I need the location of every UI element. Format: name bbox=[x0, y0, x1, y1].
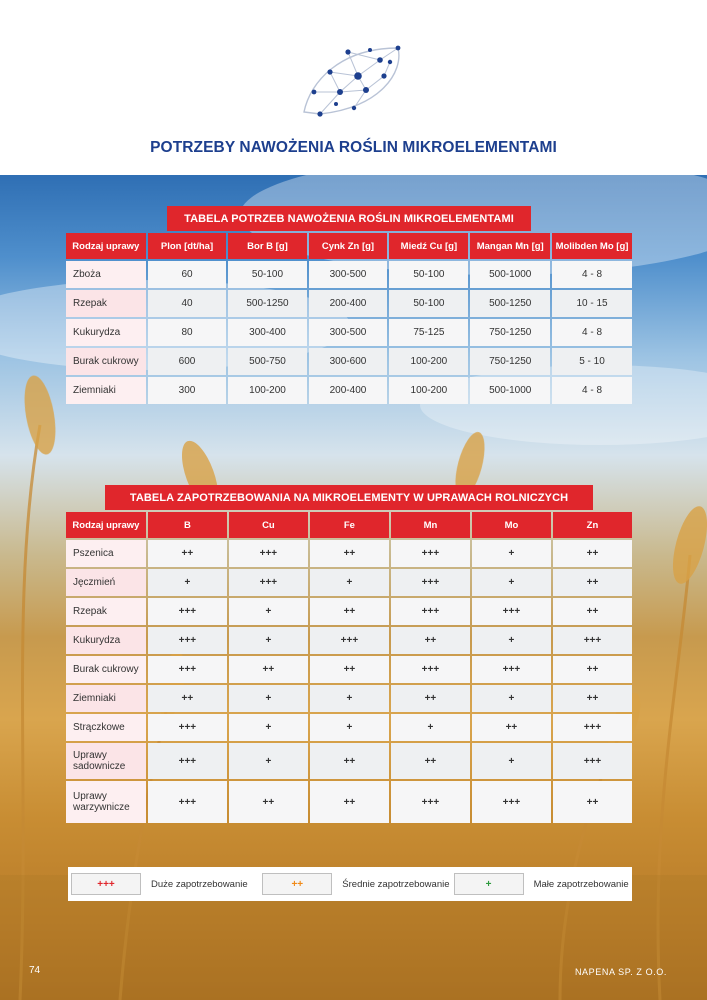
crop-name-word: warzywnicze bbox=[73, 802, 130, 813]
value-cell: 300-400 bbox=[228, 319, 306, 346]
value-cell: 300-600 bbox=[309, 348, 388, 375]
value-cell: ++ bbox=[553, 781, 632, 823]
value-cell: +++ bbox=[391, 598, 470, 625]
column-header: Mangan Mn [g] bbox=[470, 233, 550, 259]
table-row bbox=[66, 377, 632, 404]
value-cell: + bbox=[472, 540, 551, 567]
value-cell: 75-125 bbox=[389, 319, 468, 346]
table-row bbox=[66, 685, 632, 712]
column-header: B bbox=[148, 512, 227, 538]
value-cell: + bbox=[229, 685, 308, 712]
value-cell: 500-1000 bbox=[470, 377, 550, 404]
column-header: Fe bbox=[310, 512, 389, 538]
crop-name-cell bbox=[66, 781, 146, 823]
value-cell: 300-500 bbox=[309, 261, 388, 288]
value-cell: + bbox=[229, 714, 308, 741]
value-cell: +++ bbox=[391, 781, 470, 823]
value-cell: +++ bbox=[310, 627, 389, 654]
column-header: Cu bbox=[229, 512, 308, 538]
legend-item bbox=[71, 873, 259, 895]
table1-title: TABELA POTRZEB NAWOŻENIA ROŚLIN MIKROELEMENTAMI bbox=[167, 206, 531, 231]
value-cell: + bbox=[472, 743, 551, 779]
column-header: Mo bbox=[472, 512, 551, 538]
crop-name-cell: Ziemniaki bbox=[66, 377, 146, 404]
company-name: NAPENA SP. Z O.O. bbox=[574, 967, 667, 977]
legend-item bbox=[262, 873, 450, 895]
value-cell: ++ bbox=[391, 685, 470, 712]
value-cell: +++ bbox=[553, 714, 632, 741]
value-cell: ++ bbox=[553, 656, 632, 683]
value-cell: + bbox=[310, 714, 389, 741]
page-number: 74 bbox=[29, 965, 41, 976]
value-cell: ++ bbox=[310, 598, 389, 625]
table-row bbox=[66, 319, 632, 346]
crop-name-cell: Rzepak bbox=[66, 290, 146, 317]
crop-name-cell: Burak cukrowy bbox=[66, 656, 146, 683]
crop-name-cell: Ziemniaki bbox=[66, 685, 146, 712]
legend-symbol: + bbox=[454, 873, 524, 895]
legend-label: Duże zapotrzebowanie bbox=[151, 878, 248, 890]
value-cell: 500-1250 bbox=[470, 290, 550, 317]
table-row bbox=[66, 656, 632, 683]
crop-name-cell: Kukurydza bbox=[66, 627, 146, 654]
column-header: Molibden Mo [g] bbox=[552, 233, 632, 259]
table-row bbox=[66, 540, 632, 567]
value-cell: ++ bbox=[472, 714, 551, 741]
crop-name-cell bbox=[66, 743, 146, 779]
value-cell: 100-200 bbox=[228, 377, 306, 404]
value-cell: +++ bbox=[391, 540, 470, 567]
table-row bbox=[66, 290, 632, 317]
table-row bbox=[66, 781, 632, 823]
header-area bbox=[0, 0, 707, 175]
value-cell: +++ bbox=[472, 781, 551, 823]
value-cell: 5 - 10 bbox=[552, 348, 632, 375]
value-cell: 4 - 8 bbox=[552, 377, 632, 404]
value-cell: +++ bbox=[148, 743, 227, 779]
value-cell: 500-1000 bbox=[470, 261, 550, 288]
value-cell: 200-400 bbox=[309, 290, 388, 317]
value-cell: 600 bbox=[148, 348, 227, 375]
crop-name-cell: Rzepak bbox=[66, 598, 146, 625]
value-cell: ++ bbox=[148, 540, 227, 567]
fertilization-needs-table bbox=[64, 231, 634, 406]
table-row bbox=[66, 714, 632, 741]
value-cell: + bbox=[310, 569, 389, 596]
table-row bbox=[66, 598, 632, 625]
crop-name-cell: Kukurydza bbox=[66, 319, 146, 346]
value-cell: + bbox=[148, 569, 227, 596]
value-cell: +++ bbox=[472, 598, 551, 625]
value-cell: 500-750 bbox=[228, 348, 306, 375]
value-cell: +++ bbox=[553, 743, 632, 779]
value-cell: ++ bbox=[553, 540, 632, 567]
value-cell: 50-100 bbox=[389, 261, 468, 288]
value-cell: 500-1250 bbox=[228, 290, 306, 317]
crop-name-cell: Burak cukrowy bbox=[66, 348, 146, 375]
column-header: Mn bbox=[391, 512, 470, 538]
value-cell: ++ bbox=[553, 598, 632, 625]
header-row bbox=[66, 512, 632, 538]
value-cell: +++ bbox=[148, 598, 227, 625]
value-cell: +++ bbox=[148, 656, 227, 683]
value-cell: ++ bbox=[553, 685, 632, 712]
value-cell: ++ bbox=[310, 540, 389, 567]
table-row bbox=[66, 627, 632, 654]
value-cell: 100-200 bbox=[389, 348, 468, 375]
crop-name-word: sadownicze bbox=[73, 761, 126, 772]
value-cell: 10 - 15 bbox=[552, 290, 632, 317]
value-cell: +++ bbox=[229, 569, 308, 596]
value-cell: + bbox=[229, 627, 308, 654]
column-header: Rodzaj uprawy bbox=[66, 233, 146, 259]
column-header: Zn bbox=[553, 512, 632, 538]
value-cell: 4 - 8 bbox=[552, 261, 632, 288]
value-cell: + bbox=[472, 569, 551, 596]
crop-name-cell: Strączkowe bbox=[66, 714, 146, 741]
value-cell: ++ bbox=[310, 743, 389, 779]
value-cell: 50-100 bbox=[389, 290, 468, 317]
value-cell: +++ bbox=[148, 627, 227, 654]
value-cell: +++ bbox=[148, 714, 227, 741]
column-header: Cynk Zn [g] bbox=[309, 233, 388, 259]
value-cell: + bbox=[310, 685, 389, 712]
column-header: Rodzaj uprawy bbox=[66, 512, 146, 538]
value-cell: ++ bbox=[229, 781, 308, 823]
value-cell: 40 bbox=[148, 290, 227, 317]
value-cell: + bbox=[229, 743, 308, 779]
table-row bbox=[66, 261, 632, 288]
table-row bbox=[66, 569, 632, 596]
crop-name-word: Uprawy bbox=[73, 791, 107, 802]
value-cell: +++ bbox=[148, 781, 227, 823]
micronutrient-demand-table bbox=[64, 510, 634, 825]
value-cell: ++ bbox=[148, 685, 227, 712]
crop-name-cell: Jęczmień bbox=[66, 569, 146, 596]
legend bbox=[68, 867, 632, 901]
legend-symbol: +++ bbox=[71, 873, 141, 895]
value-cell: +++ bbox=[391, 569, 470, 596]
value-cell: 4 - 8 bbox=[552, 319, 632, 346]
value-cell: 50-100 bbox=[228, 261, 306, 288]
table-row bbox=[66, 348, 632, 375]
crop-name-cell: Pszenica bbox=[66, 540, 146, 567]
value-cell: 100-200 bbox=[389, 377, 468, 404]
value-cell: + bbox=[472, 685, 551, 712]
value-cell: ++ bbox=[553, 569, 632, 596]
value-cell: ++ bbox=[391, 743, 470, 779]
header-row bbox=[66, 233, 632, 259]
value-cell: 300 bbox=[148, 377, 227, 404]
value-cell: +++ bbox=[229, 540, 308, 567]
table-row bbox=[66, 743, 632, 779]
page-title: POTRZEBY NAWOŻENIA ROŚLIN MIKROELEMENTAMI bbox=[150, 139, 557, 156]
table2-title: TABELA ZAPOTRZEBOWANIA NA MIKROELEMENTY W UPRAWACH ROLNICZYCH bbox=[105, 485, 593, 510]
value-cell: 750-1250 bbox=[470, 319, 550, 346]
column-header: Plon [dt/ha] bbox=[148, 233, 227, 259]
value-cell: ++ bbox=[310, 781, 389, 823]
value-cell: 750-1250 bbox=[470, 348, 550, 375]
value-cell: ++ bbox=[229, 656, 308, 683]
value-cell: +++ bbox=[472, 656, 551, 683]
legend-label: Małe zapotrzebowanie bbox=[533, 878, 629, 890]
value-cell: + bbox=[472, 627, 551, 654]
value-cell: +++ bbox=[553, 627, 632, 654]
value-cell: 80 bbox=[148, 319, 227, 346]
legend-label: Średnie zapotrzebowanie bbox=[342, 878, 450, 890]
network-leaf-icon bbox=[300, 42, 408, 120]
legend-item bbox=[454, 873, 632, 895]
column-header: Bor B [g] bbox=[228, 233, 306, 259]
value-cell: 200-400 bbox=[309, 377, 388, 404]
value-cell: ++ bbox=[391, 627, 470, 654]
value-cell: +++ bbox=[391, 656, 470, 683]
value-cell: + bbox=[391, 714, 470, 741]
crop-name-word: Uprawy bbox=[73, 750, 107, 761]
legend-symbol: ++ bbox=[262, 873, 332, 895]
column-header: Miedź Cu [g] bbox=[389, 233, 468, 259]
value-cell: + bbox=[229, 598, 308, 625]
value-cell: 60 bbox=[148, 261, 227, 288]
value-cell: ++ bbox=[310, 656, 389, 683]
value-cell: 300-500 bbox=[309, 319, 388, 346]
crop-name-cell: Zboża bbox=[66, 261, 146, 288]
